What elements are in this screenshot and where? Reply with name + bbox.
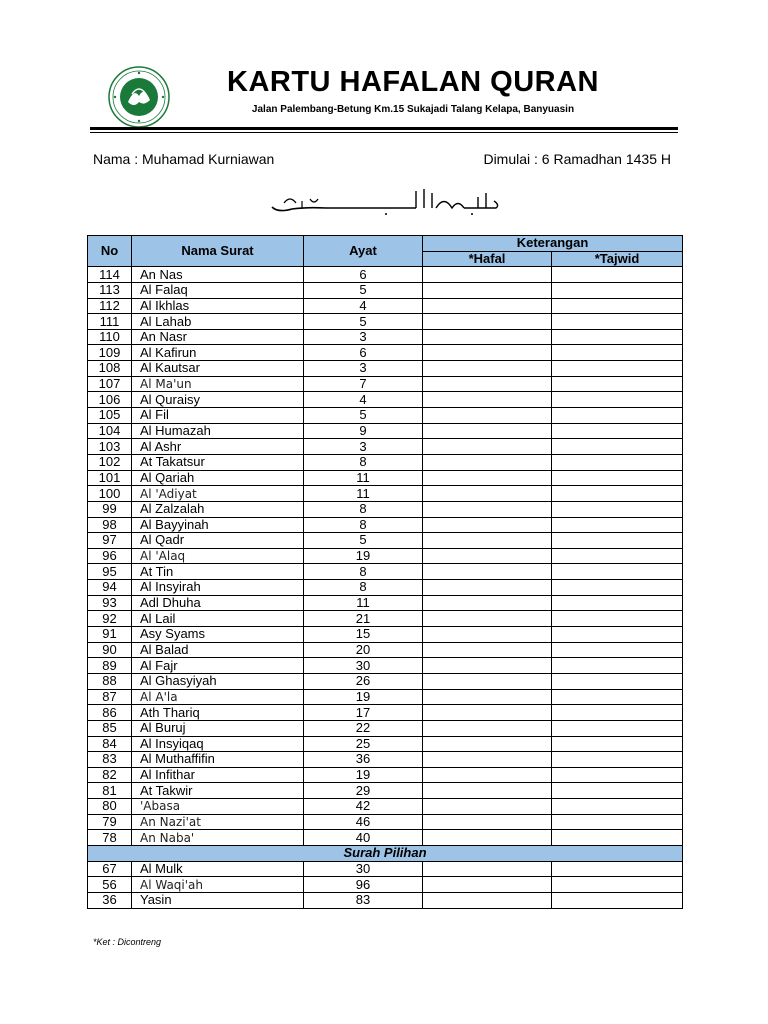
table-row [88, 611, 683, 627]
table-row [88, 658, 683, 674]
cell-tajwid-checkbox[interactable] [552, 877, 683, 893]
cell-no: 80 [88, 799, 132, 815]
table-row [88, 361, 683, 377]
cell-nama-surat: Al Humazah [132, 423, 304, 439]
cell-ayat: 8 [304, 517, 423, 533]
cell-ayat: 3 [304, 439, 423, 455]
cell-no: 102 [88, 454, 132, 470]
cell-no: 81 [88, 783, 132, 799]
cell-tajwid-checkbox[interactable] [552, 830, 683, 846]
col-header-ayat: Ayat [304, 236, 423, 267]
table-row [88, 627, 683, 643]
footnote: *Ket : Dicontreng [93, 937, 162, 947]
cell-tajwid-checkbox[interactable] [552, 627, 683, 643]
cell-no: 36 [88, 892, 132, 908]
cell-nama-surat: An Nasr [132, 329, 304, 345]
section-title-surah-pilihan: Surah Pilihan [88, 845, 683, 861]
cell-ayat: 19 [304, 689, 423, 705]
cell-no: 94 [88, 580, 132, 596]
cell-tajwid-checkbox[interactable] [552, 580, 683, 596]
cell-ayat: 30 [304, 658, 423, 674]
table-row [88, 705, 683, 721]
cell-nama-surat: Al Zalzalah [132, 501, 304, 517]
cell-no: 92 [88, 611, 132, 627]
cell-hafal-checkbox[interactable] [423, 282, 552, 298]
table-row [88, 267, 683, 283]
cell-ayat: 5 [304, 533, 423, 549]
cell-ayat: 11 [304, 486, 423, 502]
cell-nama-surat: Adl Dhuha [132, 595, 304, 611]
cell-hafal-checkbox[interactable] [423, 814, 552, 830]
cell-no: 106 [88, 392, 132, 408]
table-row [88, 454, 683, 470]
cell-tajwid-checkbox[interactable] [552, 361, 683, 377]
cell-hafal-checkbox[interactable] [423, 783, 552, 799]
cell-tajwid-checkbox[interactable] [552, 345, 683, 361]
cell-nama-surat: Al Falaq [132, 282, 304, 298]
cell-ayat: 8 [304, 564, 423, 580]
cell-no: 95 [88, 564, 132, 580]
document-title: KARTU HAFALAN QURAN [227, 66, 599, 98]
cell-hafal-checkbox[interactable] [423, 392, 552, 408]
school-seal-icon [108, 66, 170, 128]
cell-hafal-checkbox[interactable] [423, 298, 552, 314]
cell-no: 85 [88, 720, 132, 736]
table-row [88, 314, 683, 330]
cell-ayat: 26 [304, 673, 423, 689]
table-row [88, 282, 683, 298]
cell-tajwid-checkbox[interactable] [552, 282, 683, 298]
cell-tajwid-checkbox[interactable] [552, 267, 683, 283]
table-row [88, 673, 683, 689]
cell-tajwid-checkbox[interactable] [552, 298, 683, 314]
cell-hafal-checkbox[interactable] [423, 470, 552, 486]
cell-ayat: 4 [304, 392, 423, 408]
cell-no: 99 [88, 501, 132, 517]
table-row [88, 517, 683, 533]
cell-hafal-checkbox[interactable] [423, 720, 552, 736]
cell-no: 114 [88, 267, 132, 283]
cell-hafal-checkbox[interactable] [423, 877, 552, 893]
cell-hafal-checkbox[interactable] [423, 736, 552, 752]
table-row [88, 799, 683, 815]
table-row [88, 345, 683, 361]
cell-nama-surat: Yasin [132, 892, 304, 908]
cell-no: 89 [88, 658, 132, 674]
cell-nama-surat: Al Kafirun [132, 345, 304, 361]
basmalah-calligraphy-icon [266, 181, 502, 221]
cell-nama-surat: Al Mulk [132, 861, 304, 877]
cell-nama-surat: Al Kautsar [132, 361, 304, 377]
cell-nama-surat: Al Qadr [132, 533, 304, 549]
table-row [88, 470, 683, 486]
cell-tajwid-checkbox[interactable] [552, 439, 683, 455]
cell-hafal-checkbox[interactable] [423, 642, 552, 658]
cell-no: 113 [88, 282, 132, 298]
cell-hafal-checkbox[interactable] [423, 501, 552, 517]
cell-ayat: 3 [304, 361, 423, 377]
cell-no: 105 [88, 408, 132, 424]
cell-nama-surat: At Tin [132, 564, 304, 580]
cell-tajwid-checkbox[interactable] [552, 564, 683, 580]
cell-hafal-checkbox[interactable] [423, 376, 552, 392]
cell-tajwid-checkbox[interactable] [552, 767, 683, 783]
col-header-nama-surat: Nama Surat [132, 236, 304, 267]
cell-tajwid-checkbox[interactable] [552, 517, 683, 533]
cell-no: 112 [88, 298, 132, 314]
table-row [88, 329, 683, 345]
cell-tajwid-checkbox[interactable] [552, 611, 683, 627]
section-row [88, 845, 683, 861]
cell-hafal-checkbox[interactable] [423, 627, 552, 643]
cell-ayat: 21 [304, 611, 423, 627]
table-row [88, 564, 683, 580]
col-header-hafal: *Hafal [423, 251, 552, 267]
table-row [88, 580, 683, 596]
cell-hafal-checkbox[interactable] [423, 454, 552, 470]
cell-tajwid-checkbox[interactable] [552, 595, 683, 611]
cell-tajwid-checkbox[interactable] [552, 314, 683, 330]
cell-no: 93 [88, 595, 132, 611]
cell-tajwid-checkbox[interactable] [552, 752, 683, 768]
cell-tajwid-checkbox[interactable] [552, 376, 683, 392]
cell-tajwid-checkbox[interactable] [552, 470, 683, 486]
cell-nama-surat: At Takatsur [132, 454, 304, 470]
table-row [88, 533, 683, 549]
cell-tajwid-checkbox[interactable] [552, 454, 683, 470]
cell-hafal-checkbox[interactable] [423, 580, 552, 596]
cell-nama-surat: Ath Thariq [132, 705, 304, 721]
cell-no: 79 [88, 814, 132, 830]
table-row [88, 376, 683, 392]
cell-nama-surat: Al Ashr [132, 439, 304, 455]
cell-nama-surat: Al Lahab [132, 314, 304, 330]
cell-hafal-checkbox[interactable] [423, 439, 552, 455]
cell-no: 86 [88, 705, 132, 721]
cell-tajwid-checkbox[interactable] [552, 861, 683, 877]
cell-tajwid-checkbox[interactable] [552, 814, 683, 830]
cell-no: 109 [88, 345, 132, 361]
cell-hafal-checkbox[interactable] [423, 533, 552, 549]
cell-nama-surat: Al A'la [132, 689, 304, 705]
cell-nama-surat: Al Infithar [132, 767, 304, 783]
table-row [88, 486, 683, 502]
cell-tajwid-checkbox[interactable] [552, 799, 683, 815]
cell-hafal-checkbox[interactable] [423, 767, 552, 783]
table-row [88, 439, 683, 455]
cell-hafal-checkbox[interactable] [423, 752, 552, 768]
cell-no: 100 [88, 486, 132, 502]
cell-hafal-checkbox[interactable] [423, 892, 552, 908]
table-row [88, 767, 683, 783]
table-row [88, 736, 683, 752]
cell-ayat: 46 [304, 814, 423, 830]
table-row [88, 830, 683, 846]
cell-nama-surat: Al 'Alaq [132, 548, 304, 564]
cell-ayat: 25 [304, 736, 423, 752]
cell-ayat: 8 [304, 501, 423, 517]
cell-ayat: 29 [304, 783, 423, 799]
cell-ayat: 20 [304, 642, 423, 658]
cell-ayat: 3 [304, 329, 423, 345]
cell-ayat: 15 [304, 627, 423, 643]
cell-tajwid-checkbox[interactable] [552, 689, 683, 705]
cell-hafal-checkbox[interactable] [423, 267, 552, 283]
cell-hafal-checkbox[interactable] [423, 517, 552, 533]
cell-tajwid-checkbox[interactable] [552, 329, 683, 345]
cell-nama-surat: Al Ikhlas [132, 298, 304, 314]
cell-no: 78 [88, 830, 132, 846]
cell-ayat: 83 [304, 892, 423, 908]
cell-ayat: 5 [304, 282, 423, 298]
cell-hafal-checkbox[interactable] [423, 548, 552, 564]
cell-tajwid-checkbox[interactable] [552, 486, 683, 502]
cell-hafal-checkbox[interactable] [423, 673, 552, 689]
cell-hafal-checkbox[interactable] [423, 705, 552, 721]
table-row [88, 689, 683, 705]
table-row [88, 548, 683, 564]
cell-ayat: 19 [304, 767, 423, 783]
cell-no: 103 [88, 439, 132, 455]
cell-ayat: 9 [304, 423, 423, 439]
cell-ayat: 5 [304, 408, 423, 424]
cell-ayat: 11 [304, 470, 423, 486]
cell-ayat: 11 [304, 595, 423, 611]
cell-nama-surat: Al Buruj [132, 720, 304, 736]
table-row [88, 892, 683, 908]
cell-ayat: 17 [304, 705, 423, 721]
institution-address: Jalan Palembang-Betung Km.15 Sukajadi Talang Kelapa, Banyuasin [251, 104, 575, 115]
header-divider-thin [90, 132, 678, 133]
cell-no: 83 [88, 752, 132, 768]
cell-tajwid-checkbox[interactable] [552, 548, 683, 564]
cell-no: 104 [88, 423, 132, 439]
table-row [88, 752, 683, 768]
cell-nama-surat: Al Qariah [132, 470, 304, 486]
cell-hafal-checkbox[interactable] [423, 423, 552, 439]
cell-nama-surat: Al 'Adiyat [132, 486, 304, 502]
col-header-no: No [88, 236, 132, 267]
table-row [88, 423, 683, 439]
table-row [88, 642, 683, 658]
cell-hafal-checkbox[interactable] [423, 689, 552, 705]
cell-nama-surat: Al Insyirah [132, 580, 304, 596]
cell-nama-surat: Al Ghasyiyah [132, 673, 304, 689]
cell-ayat: 8 [304, 454, 423, 470]
cell-ayat: 36 [304, 752, 423, 768]
cell-nama-surat: Al Ma'un [132, 376, 304, 392]
cell-hafal-checkbox[interactable] [423, 658, 552, 674]
cell-hafal-checkbox[interactable] [423, 564, 552, 580]
cell-nama-surat: Al Fil [132, 408, 304, 424]
cell-no: 98 [88, 517, 132, 533]
cell-nama-surat: Asy Syams [132, 627, 304, 643]
cell-tajwid-checkbox[interactable] [552, 533, 683, 549]
cell-nama-surat: An Naba' [132, 830, 304, 846]
cell-ayat: 96 [304, 877, 423, 893]
cell-nama-surat: An Nas [132, 267, 304, 283]
cell-tajwid-checkbox[interactable] [552, 501, 683, 517]
cell-tajwid-checkbox[interactable] [552, 673, 683, 689]
cell-ayat: 22 [304, 720, 423, 736]
cell-hafal-checkbox[interactable] [423, 345, 552, 361]
cell-ayat: 6 [304, 345, 423, 361]
cell-nama-surat: Al Balad [132, 642, 304, 658]
cell-tajwid-checkbox[interactable] [552, 736, 683, 752]
cell-hafal-checkbox[interactable] [423, 361, 552, 377]
cell-ayat: 5 [304, 314, 423, 330]
cell-no: 91 [88, 627, 132, 643]
cell-no: 108 [88, 361, 132, 377]
cell-no: 87 [88, 689, 132, 705]
table-row [88, 814, 683, 830]
table-row [88, 408, 683, 424]
cell-tajwid-checkbox[interactable] [552, 783, 683, 799]
cell-no: 84 [88, 736, 132, 752]
cell-tajwid-checkbox[interactable] [552, 892, 683, 908]
hafalan-table [87, 235, 683, 909]
cell-nama-surat: Al Lail [132, 611, 304, 627]
cell-tajwid-checkbox[interactable] [552, 423, 683, 439]
cell-no: 110 [88, 329, 132, 345]
cell-ayat: 8 [304, 580, 423, 596]
cell-hafal-checkbox[interactable] [423, 611, 552, 627]
cell-no: 90 [88, 642, 132, 658]
cell-tajwid-checkbox[interactable] [552, 408, 683, 424]
cell-tajwid-checkbox[interactable] [552, 658, 683, 674]
cell-ayat: 40 [304, 830, 423, 846]
cell-no: 111 [88, 314, 132, 330]
cell-hafal-checkbox[interactable] [423, 408, 552, 424]
col-header-keterangan: Keterangan [423, 236, 683, 252]
cell-no: 101 [88, 470, 132, 486]
cell-no: 56 [88, 877, 132, 893]
start-date: Dimulai : 6 Ramadhan 1435 H [483, 151, 671, 167]
student-name: Nama : Muhamad Kurniawan [93, 151, 275, 167]
cell-hafal-checkbox[interactable] [423, 799, 552, 815]
cell-no: 97 [88, 533, 132, 549]
cell-hafal-checkbox[interactable] [423, 314, 552, 330]
cell-tajwid-checkbox[interactable] [552, 642, 683, 658]
cell-ayat: 42 [304, 799, 423, 815]
cell-nama-surat: Al Insyiqaq [132, 736, 304, 752]
cell-hafal-checkbox[interactable] [423, 486, 552, 502]
cell-hafal-checkbox[interactable] [423, 830, 552, 846]
cell-no: 67 [88, 861, 132, 877]
cell-nama-surat: Al Muthaffifin [132, 752, 304, 768]
cell-hafal-checkbox[interactable] [423, 329, 552, 345]
cell-hafal-checkbox[interactable] [423, 861, 552, 877]
cell-hafal-checkbox[interactable] [423, 595, 552, 611]
table-row [88, 501, 683, 517]
cell-tajwid-checkbox[interactable] [552, 705, 683, 721]
cell-ayat: 7 [304, 376, 423, 392]
cell-nama-surat: An Nazi'at [132, 814, 304, 830]
cell-nama-surat: Al Waqi'ah [132, 877, 304, 893]
table-row [88, 392, 683, 408]
table-row [88, 298, 683, 314]
table-row [88, 595, 683, 611]
table-header-row [88, 236, 683, 252]
cell-no: 88 [88, 673, 132, 689]
cell-no: 82 [88, 767, 132, 783]
cell-tajwid-checkbox[interactable] [552, 720, 683, 736]
cell-ayat: 6 [304, 267, 423, 283]
cell-ayat: 4 [304, 298, 423, 314]
cell-nama-surat: Al Fajr [132, 658, 304, 674]
table-row [88, 783, 683, 799]
cell-nama-surat: Al Quraisy [132, 392, 304, 408]
cell-ayat: 19 [304, 548, 423, 564]
cell-no: 96 [88, 548, 132, 564]
cell-no: 107 [88, 376, 132, 392]
cell-nama-surat: Al Bayyinah [132, 517, 304, 533]
table-row [88, 877, 683, 893]
cell-tajwid-checkbox[interactable] [552, 392, 683, 408]
table-row [88, 861, 683, 877]
col-header-tajwid: *Tajwid [552, 251, 683, 267]
cell-nama-surat: At Takwir [132, 783, 304, 799]
cell-nama-surat: 'Abasa [132, 799, 304, 815]
table-row [88, 720, 683, 736]
header-divider [90, 127, 678, 130]
cell-ayat: 30 [304, 861, 423, 877]
